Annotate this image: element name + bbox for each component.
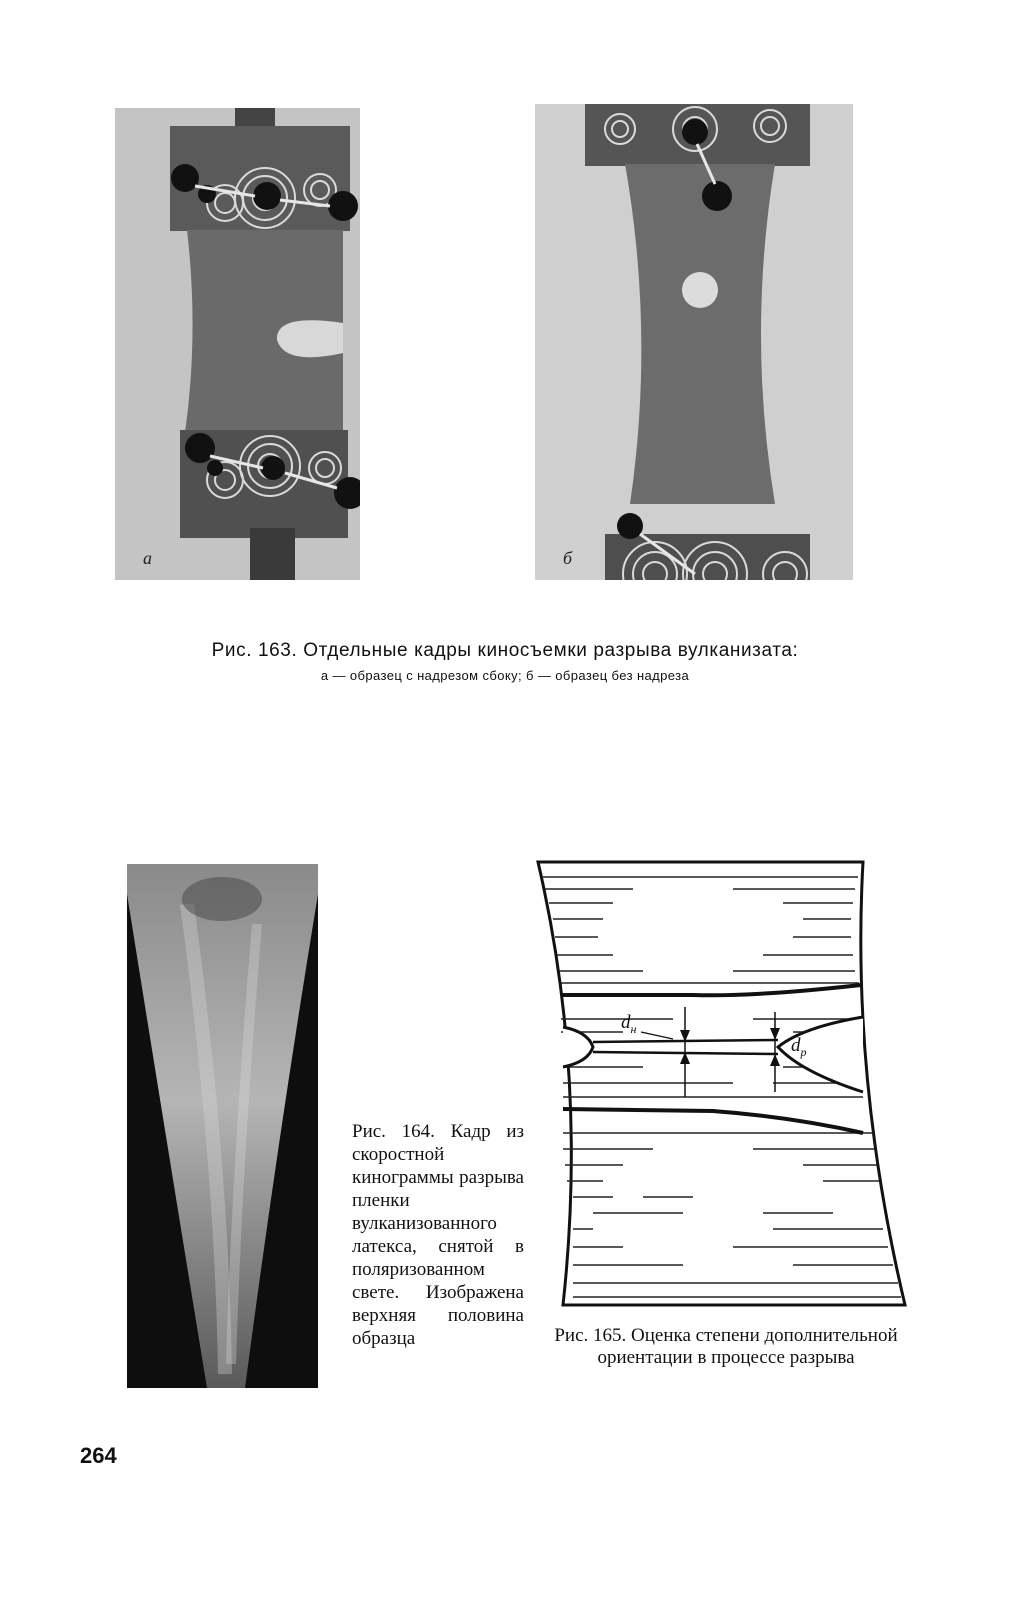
label-dn-sub: н	[630, 1021, 637, 1036]
label-dn	[621, 1012, 636, 1037]
figure-164-caption: Рис. 164. Кадр из скоростной кинограммы разрыва пленки вулканизованного латекса, снятой в поляризованном свете. Изображена верхняя половина образца	[352, 1121, 524, 1349]
label-dp-main: d	[791, 1035, 801, 1056]
figure-165-diagram	[533, 857, 918, 1312]
panel-b-label: б	[563, 548, 573, 568]
figure-163-caption-title: Рис. 163. Отдельные кадры киносъемки разрыва вулканизата:	[211, 640, 799, 661]
page-number: 264	[80, 1443, 117, 1468]
label-dp	[791, 1035, 807, 1060]
figure-163-caption-sub: а — образец с надрезом сбоку; б — образец без надреза	[320, 668, 690, 683]
figure-164-photo	[127, 864, 318, 1388]
panel-a-label: а	[143, 548, 152, 568]
figure-163-caption	[150, 640, 860, 683]
label-dp-sub: p	[800, 1044, 807, 1059]
figure-163a-photo	[115, 108, 360, 580]
figure-165-caption: Рис. 165. Оценка степени дополнительной ориентации в процессе разрыва	[554, 1325, 898, 1368]
figure-163b-photo	[535, 104, 853, 580]
label-dn-main: d	[621, 1012, 631, 1033]
